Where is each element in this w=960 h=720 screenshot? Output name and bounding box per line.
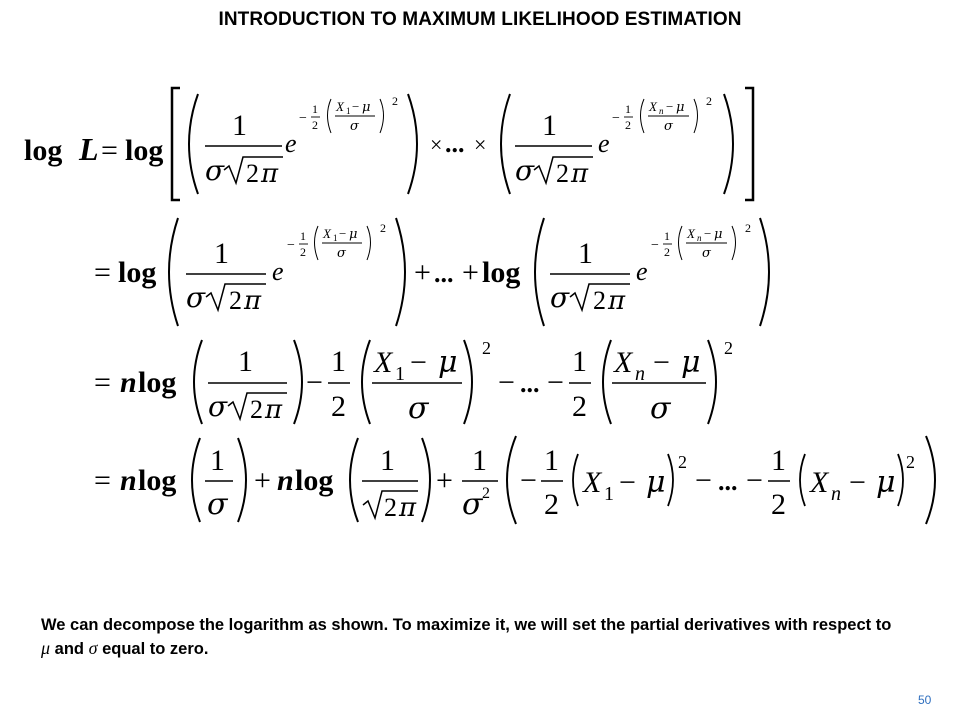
svg-text:n: n <box>831 483 841 505</box>
svg-text:1: 1 <box>333 233 338 243</box>
svg-text:2: 2 <box>544 488 559 521</box>
caption-text <box>41 614 901 661</box>
svg-text:=: = <box>94 464 111 497</box>
svg-text:π: π <box>571 159 589 189</box>
svg-text:μ: μ <box>438 345 458 380</box>
svg-text:σ: σ <box>515 154 535 187</box>
svg-text:+: + <box>462 256 479 289</box>
svg-text:−: − <box>704 226 712 241</box>
svg-text:1: 1 <box>542 109 557 142</box>
svg-text:−: − <box>653 346 670 379</box>
page-number: 50 <box>918 693 932 707</box>
svg-text:2: 2 <box>906 452 915 472</box>
svg-text:1: 1 <box>771 444 786 477</box>
svg-text:X: X <box>649 99 657 114</box>
svg-text:+: + <box>436 464 453 497</box>
svg-text:×: × <box>474 132 487 157</box>
svg-text:+: + <box>414 256 431 289</box>
svg-text:...: ... <box>434 259 454 288</box>
caption-and: and <box>54 640 84 658</box>
svg-text:−: − <box>287 238 295 253</box>
svg-text:2: 2 <box>664 245 670 259</box>
svg-text:σ: σ <box>350 119 359 134</box>
svg-text:log: log <box>482 256 521 289</box>
svg-text:π: π <box>399 493 417 523</box>
svg-text:1: 1 <box>572 345 587 378</box>
svg-text:π: π <box>608 286 626 316</box>
svg-text:2: 2 <box>229 286 242 315</box>
svg-text:2: 2 <box>593 286 606 315</box>
svg-text:L: L <box>79 131 99 167</box>
svg-text:−: − <box>695 464 712 497</box>
svg-text:−: − <box>651 238 659 253</box>
svg-text:σ: σ <box>207 487 228 522</box>
svg-text:σ: σ <box>205 154 225 187</box>
svg-text:2: 2 <box>246 159 259 188</box>
svg-text:μ: μ <box>714 227 723 242</box>
svg-text:2: 2 <box>771 488 786 521</box>
svg-text:1: 1 <box>210 444 225 477</box>
svg-text:−: − <box>498 366 515 399</box>
slide-title: INTRODUCTION TO MAXIMUM LIKELIHOOD ESTIMATION <box>218 9 742 30</box>
svg-text:μ: μ <box>681 345 701 380</box>
svg-text:2: 2 <box>380 221 386 235</box>
svg-text:σ: σ <box>186 281 206 314</box>
svg-text:X: X <box>336 99 344 114</box>
svg-text:2: 2 <box>678 452 687 472</box>
svg-text:−: − <box>746 464 763 497</box>
svg-text:1: 1 <box>544 444 559 477</box>
svg-text:−: − <box>520 464 537 497</box>
svg-text:X: X <box>374 346 393 379</box>
svg-text:σ: σ <box>408 391 429 426</box>
svg-text:X: X <box>614 346 633 379</box>
svg-text:1: 1 <box>346 106 351 116</box>
svg-text:+: + <box>254 464 271 497</box>
caption-part2: equal to zero. <box>102 640 209 658</box>
svg-text:n: n <box>120 366 137 399</box>
svg-text:2: 2 <box>556 159 569 188</box>
svg-text:X: X <box>810 466 829 499</box>
svg-text:−: − <box>612 111 620 126</box>
svg-text:1: 1 <box>380 444 395 477</box>
svg-text:2: 2 <box>312 118 318 132</box>
svg-text:2: 2 <box>625 118 631 132</box>
svg-text:μ: μ <box>676 100 685 115</box>
svg-text:=: = <box>94 366 111 399</box>
svg-text:...: ... <box>520 369 540 398</box>
svg-text:1: 1 <box>472 444 487 477</box>
svg-text:σ: σ <box>702 246 711 261</box>
svg-text:n: n <box>697 233 702 243</box>
svg-text:2: 2 <box>482 485 490 502</box>
svg-text:1: 1 <box>300 229 306 243</box>
svg-text:e: e <box>636 257 648 286</box>
mu-symbol: μ <box>41 638 51 658</box>
svg-text:...: ... <box>718 467 738 496</box>
svg-text:μ: μ <box>646 465 666 500</box>
svg-text:n: n <box>635 363 645 385</box>
svg-text:π: π <box>261 159 279 189</box>
svg-text:μ: μ <box>876 465 896 500</box>
svg-text:e: e <box>272 257 284 286</box>
svg-text:X: X <box>323 226 331 241</box>
svg-text:n: n <box>277 464 294 497</box>
svg-text:−: − <box>547 366 564 399</box>
svg-text:−: − <box>306 366 323 399</box>
svg-text:σ: σ <box>208 390 228 423</box>
svg-text:μ: μ <box>349 227 358 242</box>
svg-text:1: 1 <box>395 363 405 385</box>
svg-text:1: 1 <box>578 237 593 270</box>
svg-text:log: log <box>138 464 177 497</box>
svg-text:e: e <box>285 129 297 158</box>
svg-text:σ: σ <box>550 281 570 314</box>
svg-text:2: 2 <box>300 245 306 259</box>
svg-text:σ: σ <box>337 246 346 261</box>
svg-text:1: 1 <box>331 345 346 378</box>
svg-text:1: 1 <box>238 345 253 378</box>
svg-text:2: 2 <box>384 493 397 522</box>
svg-text:X: X <box>687 226 695 241</box>
svg-text:−: − <box>352 99 360 114</box>
svg-text:2: 2 <box>572 390 587 423</box>
svg-text:σ: σ <box>462 487 483 522</box>
svg-text:σ: σ <box>650 391 671 426</box>
svg-text:log: log <box>295 464 334 497</box>
svg-text:...: ... <box>445 129 465 158</box>
svg-text:μ: μ <box>362 100 371 115</box>
svg-text:2: 2 <box>331 390 346 423</box>
svg-text:log: log <box>125 134 164 167</box>
svg-text:n: n <box>659 106 664 116</box>
svg-text:=: = <box>101 134 118 167</box>
svg-text:2: 2 <box>706 94 712 108</box>
svg-text:log: log <box>118 256 157 289</box>
svg-text:σ: σ <box>664 119 673 134</box>
svg-text:−: − <box>666 99 674 114</box>
svg-text:e: e <box>598 129 610 158</box>
svg-text:2: 2 <box>482 338 491 358</box>
svg-text:1: 1 <box>312 102 318 116</box>
svg-text:1: 1 <box>625 102 631 116</box>
svg-text:−: − <box>410 346 427 379</box>
svg-text:2: 2 <box>250 395 263 424</box>
svg-text:1: 1 <box>604 483 614 505</box>
svg-text:1: 1 <box>664 229 670 243</box>
svg-text:2: 2 <box>745 221 751 235</box>
svg-text:1: 1 <box>232 109 247 142</box>
svg-text:log: log <box>138 366 177 399</box>
svg-text:X: X <box>583 466 602 499</box>
svg-text:2: 2 <box>392 94 398 108</box>
svg-text:2: 2 <box>724 338 733 358</box>
svg-text:n: n <box>120 464 137 497</box>
caption-part1: We can decompose the logarithm as shown. To maximize it, we will set the partial derivatives with respect to <box>41 616 892 634</box>
svg-text:=: = <box>94 256 111 289</box>
svg-text:−: − <box>339 226 347 241</box>
svg-text:π: π <box>265 395 283 425</box>
svg-text:π: π <box>244 286 262 316</box>
sigma-symbol: σ <box>88 638 98 658</box>
svg-text:−: − <box>849 466 866 499</box>
svg-text:×: × <box>430 132 443 157</box>
svg-text:−: − <box>299 111 307 126</box>
svg-text:log: log <box>24 134 63 167</box>
svg-text:−: − <box>619 466 636 499</box>
svg-text:1: 1 <box>214 237 229 270</box>
